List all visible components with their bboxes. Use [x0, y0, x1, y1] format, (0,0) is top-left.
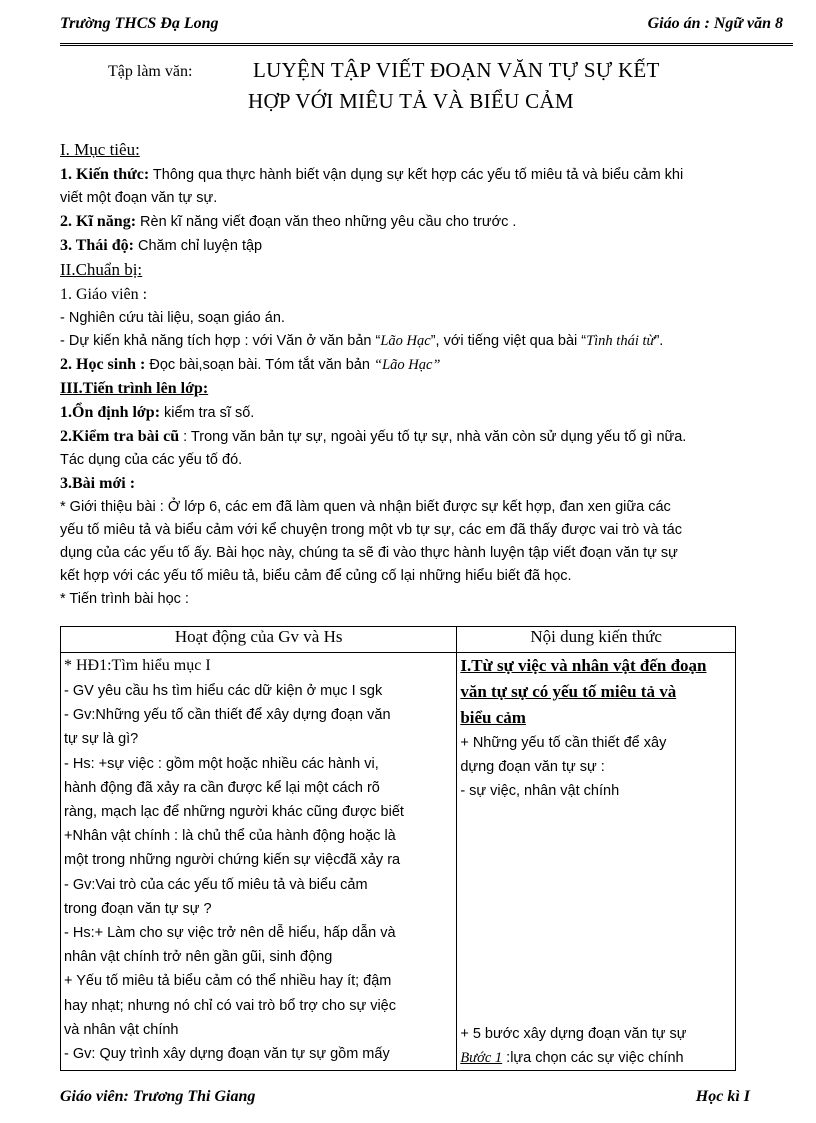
- heading-chuan-bi: II.Chuẩn bị:: [60, 260, 143, 279]
- title-line-1: LUYỆN TẬP VIẾT ĐOẠN VĂN TỰ SỰ KẾT: [253, 58, 660, 82]
- gioi-thieu-line: kết hợp với các yếu tố miêu tả, biểu cảm để củng cố lại những hiểu biết đã học.: [60, 568, 572, 584]
- activity-line: - Gv: Quy trình xây dựng đoạn văn tự sự gồm mấy: [64, 1046, 390, 1063]
- buoc-1-text: :lựa chọn các sự việc chính: [502, 1049, 684, 1066]
- section-heading-line: I.Từ sự việc và nhân vật đến đoạn: [460, 656, 707, 675]
- activity-line: tự sự là gì?: [64, 731, 139, 748]
- activities-cell: [61, 653, 457, 1071]
- on-dinh-label: 1.Ổn định lớp:: [60, 404, 161, 421]
- gioi-thieu-line: yếu tố miêu tả và biểu cảm với kể chuyện trong một vb tự sự, các em đã thấy được vai trò và tác: [60, 522, 682, 538]
- bai-moi-label: 3.Bài mới :: [60, 475, 136, 492]
- gv-line-1: - Nghiên cứu tài liệu, soạn giáo án.: [60, 310, 285, 326]
- kiem-tra: [60, 425, 790, 449]
- hoc-sinh-italic: “Lão Hạc”: [374, 357, 441, 373]
- thai-do-label: 3. Thái độ:: [60, 237, 134, 254]
- activity-line: - Gv:Những yếu tố cần thiết để xây dựng đoạn văn: [64, 707, 391, 724]
- content-line: dựng đoạn văn tự sự :: [460, 759, 605, 776]
- ki-nang: [60, 210, 790, 234]
- ki-nang-text: Rèn kĩ năng viết đoạn văn theo những yêu cầu cho trước .: [136, 214, 517, 230]
- kiem-tra-text-2: Tác dụng của các yếu tố đó.: [60, 452, 243, 468]
- col-header-activities: Hoạt động của Gv và Hs: [61, 627, 457, 653]
- content-line: + Những yếu tố cần thiết để xây: [460, 735, 667, 751]
- activity-line: một trong những người chứng kiến sự việcđã xảy ra: [64, 852, 401, 869]
- section-heading-line: biểu cảm: [460, 708, 526, 727]
- gioi-thieu-line: dụng của các yếu tố ấy. Bài học này, chúng ta sẽ đi vào thực hành luyện tập viết đoạn văn tự sự: [60, 545, 678, 561]
- gv-line-2-part: ”.: [654, 333, 664, 349]
- gv-line-2-part: - Dự kiến khả năng tích hợp : với Văn ở văn bản “: [60, 333, 381, 349]
- activity-line: +Nhân vật chính : là chủ thể của hành động hoặc là: [64, 828, 396, 845]
- van-ban-lao-hac: Lão Hạc: [380, 333, 431, 349]
- kiem-tra-label: 2.Kiểm tra bài cũ: [60, 428, 180, 445]
- activity-line: ràng, mạch lạc để những người khác cũng được biết: [64, 804, 404, 821]
- term-label: Học kì I: [695, 1088, 750, 1105]
- content-line: + 5 bước xây dựng đoạn văn tự sự: [460, 1025, 687, 1042]
- thai-do-text: Chăm chỉ luyện tập: [133, 238, 263, 254]
- subject-label: Giáo án : Ngữ văn 8: [647, 15, 783, 32]
- activity-line: - Hs: +sự việc : gồm một hoặc nhiều các hành vi,: [64, 755, 379, 772]
- lesson-plan-table: [60, 626, 736, 1071]
- hoc-sinh-text: Đọc bài,soạn bài. Tóm tắt văn bản: [145, 357, 374, 373]
- hoc-sinh: [60, 353, 790, 377]
- activity-line: - Gv:Vai trò của các yếu tố miêu tả và biểu cảm: [64, 876, 368, 893]
- hoc-sinh-label: 2. Học sinh :: [60, 356, 146, 373]
- title-label: Tập làm văn:: [108, 63, 193, 80]
- activity-line: - Hs:+ Làm cho sự việc trở nên dễ hiểu, hấp dẫn và: [64, 925, 396, 942]
- heading-tien-trinh: III.Tiến trình lên lớp:: [60, 380, 209, 397]
- kien-thuc-text-1: Thông qua thực hành biết vận dụng sự kết hợp các yếu tố miêu tả và biểu cảm khi: [149, 167, 684, 183]
- activity-line: và nhân vật chính: [64, 1021, 179, 1038]
- gioi-thieu-line: * Giới thiệu bài : Ở lớp 6, các em đã làm quen và nhận biết được sự kết hợp, đan xen giữa các: [60, 499, 671, 515]
- gv-line-2: [60, 330, 790, 353]
- buoc-1-line: [460, 1046, 732, 1070]
- activity-line: - GV yêu cầu hs tìm hiểu các dữ kiện ở mục I sgk: [64, 683, 383, 699]
- content-cell: [457, 653, 736, 1071]
- section-heading-line: văn tự sự có yếu tố miêu tả và: [460, 682, 677, 701]
- page-header: [60, 12, 793, 46]
- kien-thuc: [60, 163, 790, 187]
- thai-do: [60, 234, 790, 258]
- on-dinh: [60, 401, 790, 425]
- kien-thuc-text-2: viết một đoạn văn tự sự.: [60, 190, 218, 206]
- activity-line: + Yếu tố miêu tả biểu cảm có thể nhiều hay ít; đậm: [64, 973, 392, 990]
- kien-thuc-label: 1. Kiến thức:: [60, 166, 150, 183]
- on-dinh-text: kiểm tra sĩ số.: [160, 405, 255, 421]
- school-name: Trường THCS Đạ Long: [60, 15, 219, 32]
- activity-line: trong đoạn văn tự sự ?: [64, 900, 212, 917]
- activity-line: nhân vật chính trở nên gần gũi, sinh động: [64, 949, 333, 966]
- giao-vien-label: 1. Giáo viên :: [60, 286, 148, 303]
- kiem-tra-text-1: : Trong văn bản tự sự, ngoài yếu tố tự sự, nhà văn còn sử dụng yếu tố gì nữa.: [179, 429, 687, 445]
- bai-tinh-thai-tu: Tình thái từ: [586, 333, 655, 349]
- activity-line: hay nhạt; nhưng nó chỉ có vai trò bổ trợ cho sự việc: [64, 997, 396, 1014]
- teacher-name: Giáo viên: Trương Thi Giang: [60, 1088, 256, 1105]
- content-line: - sự việc, nhân vật chính: [460, 783, 620, 800]
- lesson-content: [60, 138, 790, 611]
- tien-trinh-bai-hoc: * Tiến trình bài học :: [60, 591, 189, 607]
- table-header-row: [61, 627, 736, 653]
- page-footer: [60, 1088, 760, 1106]
- hd1-title: * HĐ1:Tìm hiểu mục I: [64, 657, 211, 674]
- ki-nang-label: 2. Kĩ năng:: [60, 213, 137, 230]
- col-header-content: Nội dung kiến thức: [457, 627, 736, 653]
- content-spacer: [460, 804, 732, 1022]
- table-row: [61, 653, 736, 1071]
- buoc-1-label: Bước 1: [460, 1049, 503, 1066]
- gv-line-2-part: ”, với tiếng việt qua bài “: [430, 333, 587, 349]
- title-line-2: HỢP VỚI MIÊU TẢ VÀ BIỂU CẢM: [248, 89, 574, 113]
- activity-line: hành động đã xảy ra cần được kể lại một cách rõ: [64, 779, 380, 796]
- heading-muc-tieu: I. Mục tiêu:: [60, 140, 140, 159]
